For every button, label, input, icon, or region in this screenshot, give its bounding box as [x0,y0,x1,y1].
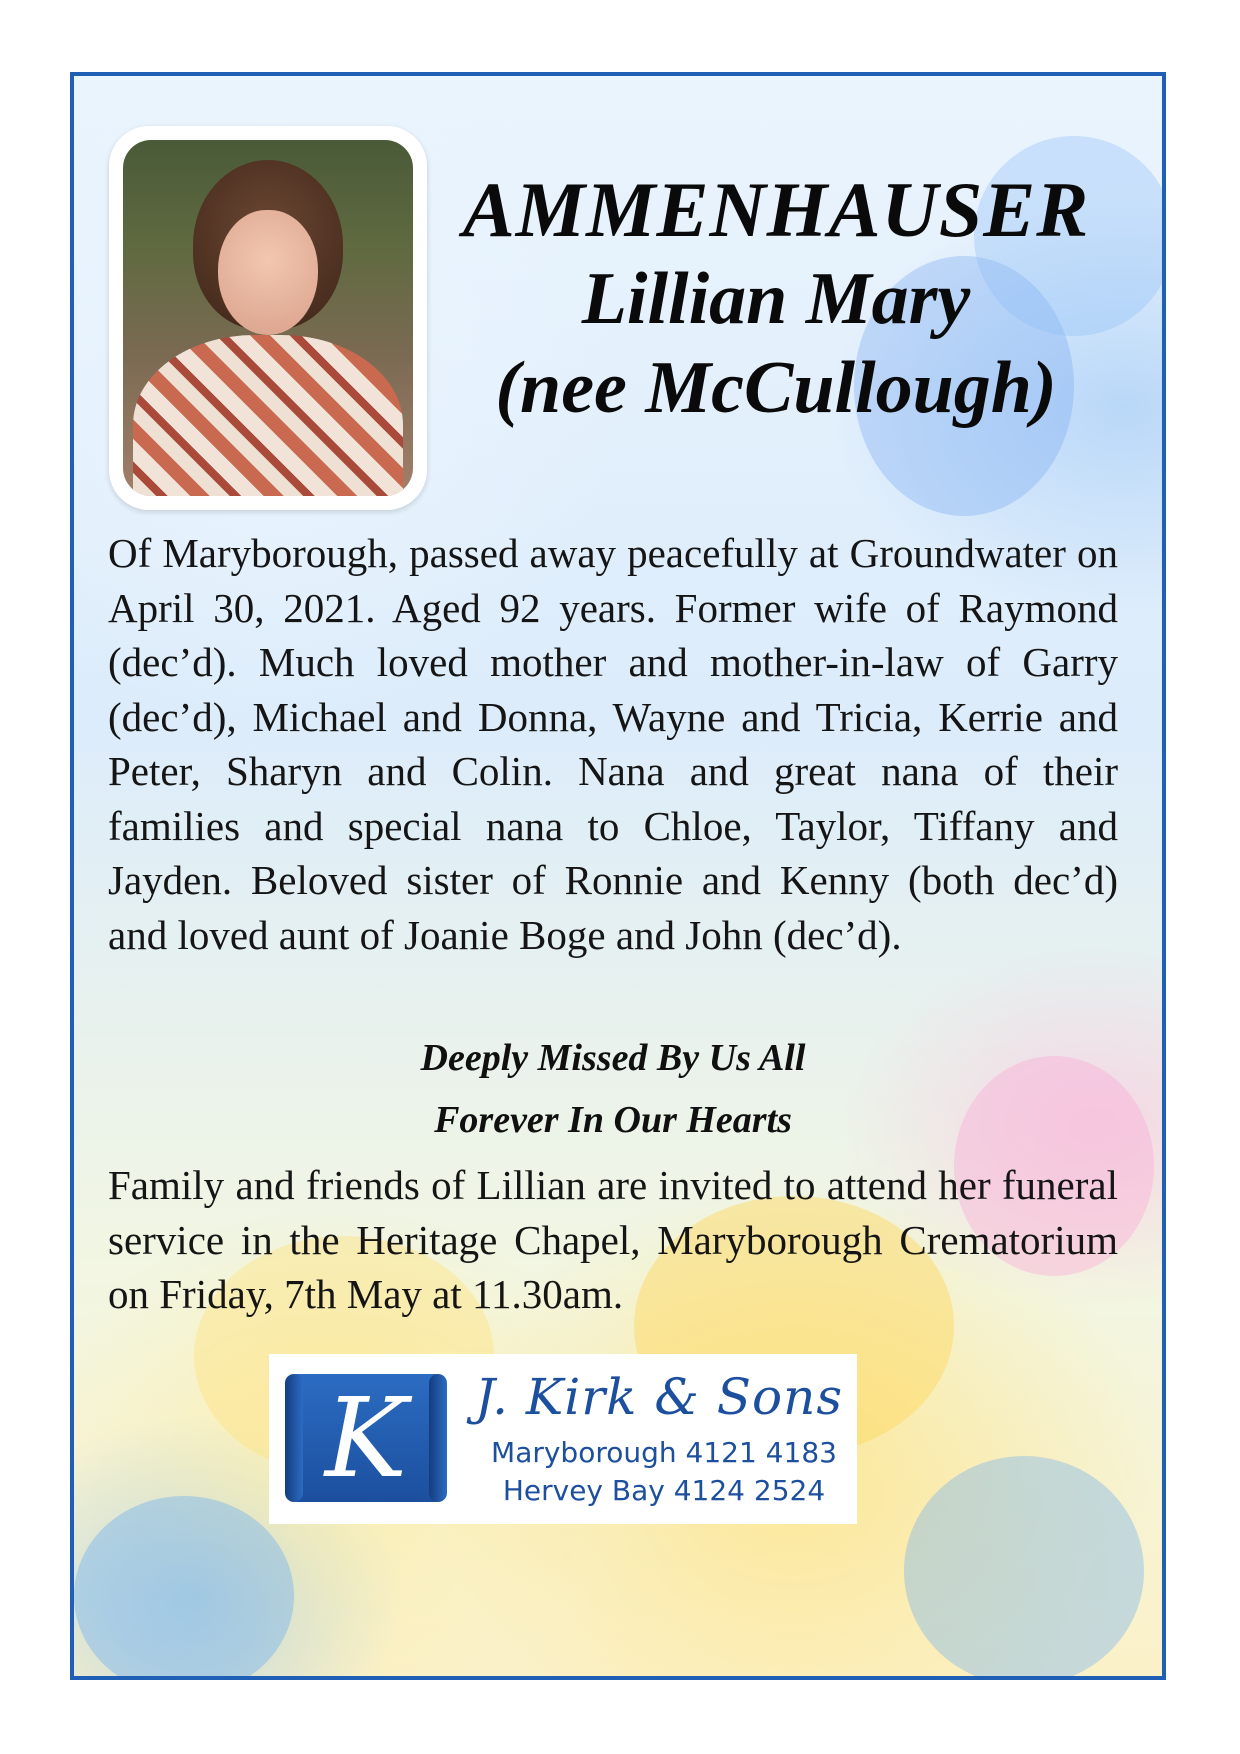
verse-line-2: Forever In Our Hearts [434,1099,792,1141]
notice-frame [70,72,1166,1680]
flower-decoration [74,1496,294,1680]
name-heading [426,166,1126,432]
firm-name: J. Kirk & Sons [474,1368,843,1426]
portrait-image [123,140,413,496]
funeral-details-paragraph: Family and friends of Lillian are invited to attend her funeral service in the Heritage Chapel, Maryborough Crematorium on Friday, 7th May at 11.30am. [108,1162,1118,1317]
funeral-director-logo [269,1354,857,1524]
portrait-face [218,210,318,335]
obituary-paragraph: Of Maryborough, passed away peacefully at Groundwater on April 30, 2021. Aged 92 years. Former wife of Raymond (dec’d). Much loved mother and mother-in-law of Garry (dec’d), Michael and Donna, Wayne and Tricia, Kerrie and Peter, Sharyn and Colin. Nana and great nana of their families and special nana to Chloe, Taylor, Tiffany and Jayden. Beloved sister of Ronnie and Kenny (both dec’d) and loved aunt of Joanie Boge and John (dec’d). [108,530,1118,958]
phone-hervey-bay: Hervey Bay 4124 2524 [502,1474,826,1507]
verse-line-1: Deeply Missed By Us All [420,1037,806,1079]
logo-letter: K [324,1374,408,1502]
phone-maryborough: Maryborough 4121 4183 [491,1436,837,1469]
portrait-blouse [133,335,403,496]
scroll-logo-icon [291,1374,441,1502]
surname: AMMENHAUSER [462,166,1090,253]
maiden-name: (nee McCullough) [495,347,1057,429]
flower-decoration [904,1456,1144,1680]
given-names: Lillian Mary [581,258,971,340]
portrait-photo [109,126,427,510]
